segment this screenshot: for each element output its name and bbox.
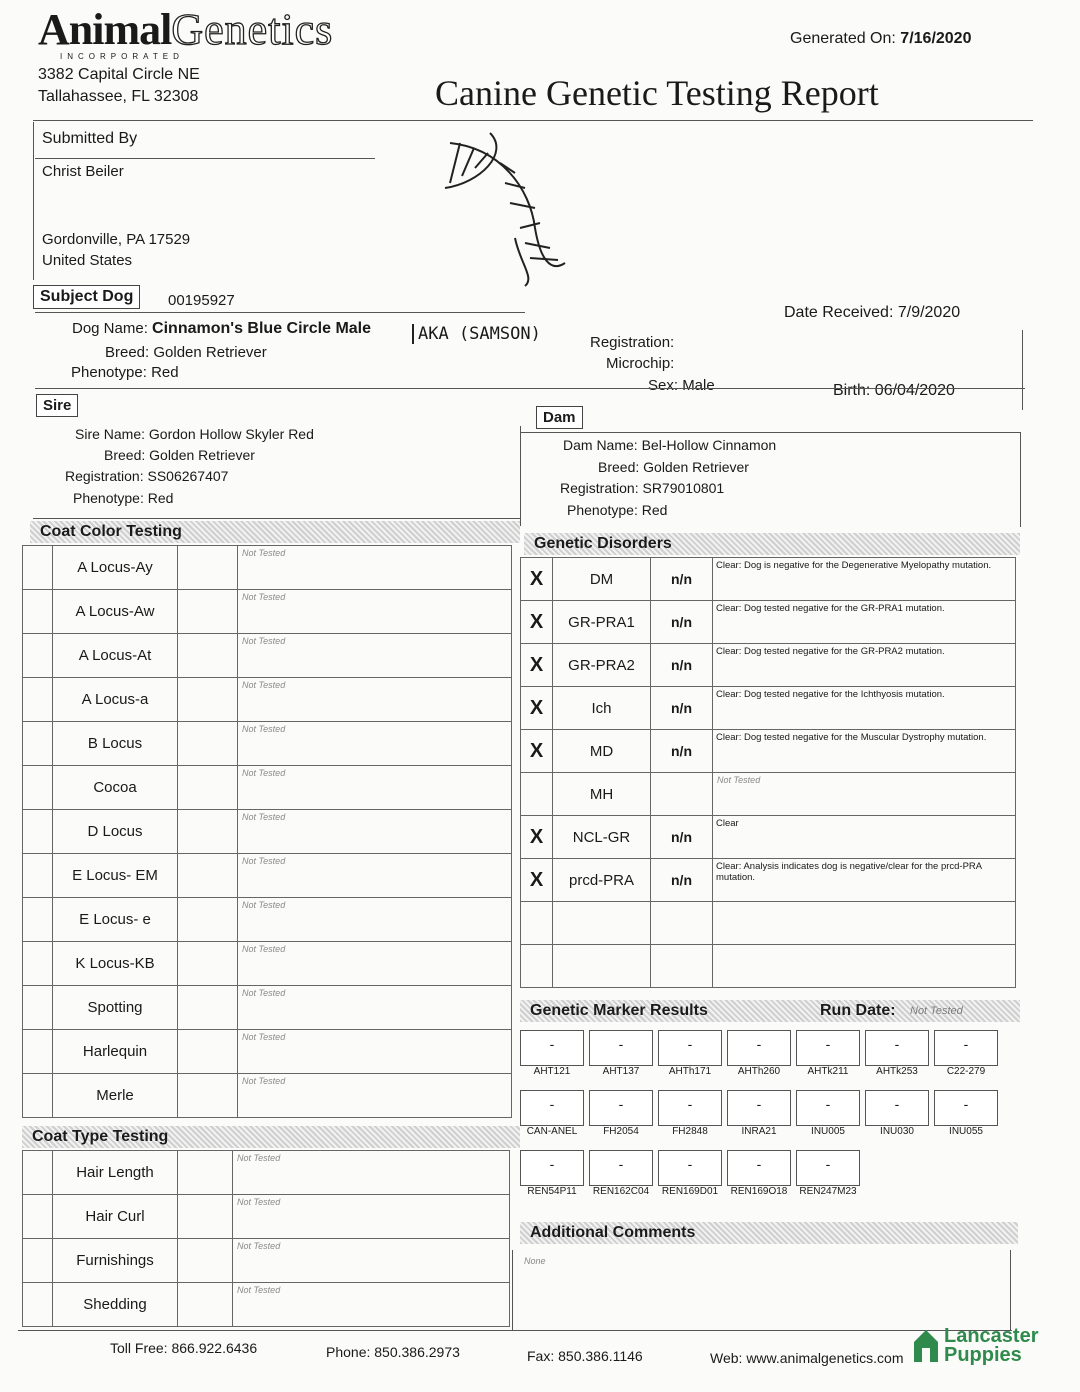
disorder-test-name: MH xyxy=(553,773,651,816)
sire-registration-row xyxy=(65,468,228,484)
table-row xyxy=(23,898,512,942)
marker-value: - xyxy=(589,1030,653,1066)
generated-date: 7/16/2020 xyxy=(900,30,972,47)
genetic-marker xyxy=(589,1030,653,1077)
company-name-part2: Genetics xyxy=(171,5,334,54)
tested-mark xyxy=(521,773,553,816)
dog-breed-label: Breed: xyxy=(105,344,150,361)
genetic-marker xyxy=(520,1030,584,1077)
marker-name: INRA21 xyxy=(741,1126,777,1137)
table-row xyxy=(23,546,512,590)
disorder-test-name: GR-PRA1 xyxy=(553,601,651,644)
birth-label: Birth: xyxy=(833,382,871,399)
table-row xyxy=(521,644,1016,687)
locus-name: A Locus-Ay xyxy=(53,546,178,590)
comments-box-left xyxy=(512,1250,513,1330)
footer-toll-free: Toll Free: 866.922.6436 xyxy=(110,1340,258,1356)
row-blank-cell xyxy=(23,546,53,590)
sex-label: Sex: xyxy=(648,377,679,394)
sire-breed-row xyxy=(104,447,255,463)
marker-name: AHTh171 xyxy=(668,1066,712,1077)
run-date-label: Run Date: xyxy=(820,1002,896,1019)
disorder-description: Clear: Analysis indicates dog is negative/clear for the prcd-PRA mutation. xyxy=(713,859,1016,902)
genetic-marker xyxy=(658,1030,722,1077)
watermark-line2: Puppies xyxy=(944,1344,1022,1366)
marker-value: - xyxy=(727,1150,791,1186)
dam-box-right xyxy=(1020,432,1021,527)
address-line1: 3382 Capital Circle NE xyxy=(38,66,200,83)
sire-divider xyxy=(33,518,520,519)
marker-name: AHT121 xyxy=(533,1066,571,1077)
disorder-result xyxy=(651,945,713,988)
sex-row xyxy=(648,377,715,394)
disorder-result: n/n xyxy=(651,730,713,773)
sire-phenotype-row xyxy=(73,490,173,506)
result-cell xyxy=(178,1151,233,1195)
marker-value: - xyxy=(589,1150,653,1186)
marker-name: AHTk211 xyxy=(807,1066,849,1077)
genetic-marker xyxy=(727,1090,791,1137)
result-cell xyxy=(178,942,238,986)
genetic-disorders-table xyxy=(520,557,1016,988)
result-cell xyxy=(178,986,238,1030)
locus-name: K Locus-KB xyxy=(53,942,178,986)
locus-name: A Locus-a xyxy=(53,678,178,722)
disorder-result: n/n xyxy=(651,816,713,859)
genetic-marker-grid xyxy=(520,1030,1010,1215)
test-status: Not Tested xyxy=(233,1195,510,1239)
locus-name: D Locus xyxy=(53,810,178,854)
test-status: Not Tested xyxy=(238,1030,512,1074)
test-status: Not Tested xyxy=(238,766,512,810)
marker-value: - xyxy=(796,1150,860,1186)
dam-name-label: Dam Name: xyxy=(563,437,638,453)
genetic-disorders-title: Genetic Disorders xyxy=(524,533,1020,555)
dam-registration-label: Registration: xyxy=(560,480,639,496)
test-status: Not Tested xyxy=(238,942,512,986)
table-row xyxy=(521,558,1016,601)
table-row xyxy=(521,601,1016,644)
registration-label: Registration: xyxy=(590,334,675,351)
locus-name: E Locus- EM xyxy=(53,854,178,898)
result-cell xyxy=(178,854,238,898)
dog-phenotype-label: Phenotype: xyxy=(71,364,147,381)
sire-name-row xyxy=(75,426,314,442)
table-row xyxy=(23,1030,512,1074)
company-logo xyxy=(38,4,333,55)
result-cell xyxy=(178,1074,238,1118)
table-row xyxy=(23,634,512,678)
row-blank-cell xyxy=(23,1283,53,1327)
tested-mark: X xyxy=(521,687,553,730)
genetic-marker xyxy=(934,1030,998,1077)
disorder-description: Clear: Dog is negative for the Degenerative Myelopathy mutation. xyxy=(713,558,1016,601)
disorder-test-name: Ich xyxy=(553,687,651,730)
result-cell xyxy=(178,1239,233,1283)
bottom-divider xyxy=(18,1330,1012,1331)
marker-value: - xyxy=(727,1030,791,1066)
watermark-line1: Lancaster xyxy=(944,1325,1039,1347)
dog-name-label: Dog Name: xyxy=(72,320,148,337)
run-date-value: Not Tested xyxy=(910,1005,963,1017)
locus-name: Shedding xyxy=(53,1283,178,1327)
disorder-result: n/n xyxy=(651,558,713,601)
marker-value: - xyxy=(865,1030,929,1066)
table-row xyxy=(521,687,1016,730)
table-row xyxy=(23,766,512,810)
genetic-marker xyxy=(589,1150,653,1197)
test-status: Not Tested xyxy=(233,1283,510,1327)
disorder-test-name: prcd-PRA xyxy=(553,859,651,902)
disorder-description xyxy=(713,902,1016,945)
table-row xyxy=(23,1283,510,1327)
sire-label: Sire xyxy=(36,394,78,417)
marker-value: - xyxy=(589,1090,653,1126)
locus-name: Hair Length xyxy=(53,1151,178,1195)
test-status: Not Tested xyxy=(238,1074,512,1118)
row-blank-cell xyxy=(23,898,53,942)
table-row xyxy=(23,722,512,766)
subject-divider-bottom xyxy=(35,388,1025,389)
row-blank-cell xyxy=(23,942,53,986)
handwritten-aka: AKA (SAMSON) xyxy=(412,324,541,344)
genetic-markers-title xyxy=(520,1000,1020,1022)
report-title: Canine Genetic Testing Report xyxy=(435,73,879,113)
date-received-value: 7/9/2020 xyxy=(897,304,961,321)
dam-label: Dam xyxy=(536,406,583,429)
subject-divider-top xyxy=(35,312,525,313)
marker-name: AHTk253 xyxy=(876,1066,918,1077)
marker-name: INU005 xyxy=(811,1126,845,1137)
locus-name: A Locus-Aw xyxy=(53,590,178,634)
dam-name-value: Bel-Hollow Cinnamon xyxy=(641,437,777,453)
disorder-test-name: NCL-GR xyxy=(553,816,651,859)
header-divider xyxy=(33,120,1033,121)
test-status: Not Tested xyxy=(238,634,512,678)
disorder-result: n/n xyxy=(651,644,713,687)
submitter-city: Gordonville, PA 17529 xyxy=(42,231,191,248)
row-blank-cell xyxy=(23,1195,53,1239)
locus-name: Spotting xyxy=(53,986,178,1030)
genetic-marker xyxy=(520,1150,584,1197)
marker-name: REN169O18 xyxy=(730,1186,788,1197)
disorder-test-name: DM xyxy=(553,558,651,601)
table-row xyxy=(521,816,1016,859)
subject-dog-id: 00195927 xyxy=(168,292,235,309)
test-status: Not Tested xyxy=(238,810,512,854)
locus-name: Cocoa xyxy=(53,766,178,810)
dam-breed-row xyxy=(598,459,749,475)
generated-label: Generated On: xyxy=(790,30,896,47)
company-name-part1: Animal xyxy=(38,5,172,54)
dam-box-left xyxy=(520,426,521,526)
dam-name-row xyxy=(563,437,776,453)
disorder-test-name xyxy=(553,902,651,945)
test-status: Not Tested xyxy=(238,722,512,766)
coat-color-table xyxy=(22,545,512,1118)
address-line2: Tallahassee, FL 32308 xyxy=(38,88,199,105)
table-row xyxy=(521,730,1016,773)
marker-value: - xyxy=(865,1090,929,1126)
tested-mark: X xyxy=(521,730,553,773)
table-row xyxy=(23,678,512,722)
locus-name: A Locus-At xyxy=(53,634,178,678)
row-blank-cell xyxy=(23,766,53,810)
coat-color-title: Coat Color Testing xyxy=(30,521,520,543)
genetic-marker xyxy=(727,1030,791,1077)
genetic-markers-title-text: Genetic Marker Results xyxy=(530,1002,708,1019)
test-status: Not Tested xyxy=(233,1151,510,1195)
marker-name: REN54P11 xyxy=(527,1186,577,1197)
tested-mark xyxy=(521,945,553,988)
sire-registration-value: SS06267407 xyxy=(147,468,229,484)
locus-name: Merle xyxy=(53,1074,178,1118)
additional-comments-title: Additional Comments xyxy=(520,1222,1018,1244)
disorder-result: n/n xyxy=(651,601,713,644)
table-row xyxy=(23,1239,510,1283)
marker-name: CAN-ANEL xyxy=(526,1126,578,1137)
date-received-label: Date Received: xyxy=(784,304,894,321)
table-row xyxy=(23,1195,510,1239)
locus-name: Harlequin xyxy=(53,1030,178,1074)
additional-comments-text: None xyxy=(524,1256,546,1266)
test-status: Not Tested xyxy=(238,986,512,1030)
marker-name: INU055 xyxy=(949,1126,983,1137)
marker-value: - xyxy=(658,1030,722,1066)
footer-web: Web: www.animalgenetics.com xyxy=(710,1350,904,1366)
marker-name: FH2848 xyxy=(672,1126,708,1137)
marker-value: - xyxy=(727,1090,791,1126)
result-cell xyxy=(178,1195,233,1239)
row-blank-cell xyxy=(23,678,53,722)
marker-value: - xyxy=(934,1090,998,1126)
dam-phenotype-row xyxy=(567,502,667,518)
dam-breed-value: Golden Retriever xyxy=(643,459,749,475)
disorder-description: Clear: Dog tested negative for the Muscular Dystrophy mutation. xyxy=(713,730,1016,773)
coat-type-title: Coat Type Testing xyxy=(22,1126,520,1148)
marker-value: - xyxy=(520,1030,584,1066)
test-status: Not Tested xyxy=(233,1239,510,1283)
dam-phenotype-label: Phenotype: xyxy=(567,502,638,518)
sire-name-label: Sire Name: xyxy=(75,426,146,442)
tested-mark xyxy=(521,902,553,945)
dna-helix-icon xyxy=(440,128,570,288)
disorder-result: n/n xyxy=(651,859,713,902)
test-status: Not Tested xyxy=(238,898,512,942)
genetic-marker xyxy=(658,1150,722,1197)
footer-phone: Phone: 850.386.2973 xyxy=(326,1344,460,1360)
disorder-description: Clear xyxy=(713,816,1016,859)
result-cell xyxy=(178,810,238,854)
sire-breed-value: Golden Retriever xyxy=(149,447,255,463)
sire-registration-label: Registration: xyxy=(65,468,144,484)
row-blank-cell xyxy=(23,1074,53,1118)
marker-value: - xyxy=(796,1030,860,1066)
row-blank-cell xyxy=(23,722,53,766)
dog-breed-value: Golden Retriever xyxy=(153,344,267,361)
table-row xyxy=(521,773,1016,816)
genetic-marker xyxy=(796,1150,860,1197)
row-blank-cell xyxy=(23,1151,53,1195)
submitter-country: United States xyxy=(42,252,133,269)
test-status: Not Tested xyxy=(238,854,512,898)
date-received xyxy=(784,304,960,322)
sex-value: Male xyxy=(682,377,715,394)
row-blank-cell xyxy=(23,1239,53,1283)
marker-name: REN247M23 xyxy=(799,1186,857,1197)
disorder-description: Clear: Dog tested negative for the Ichthyosis mutation. xyxy=(713,687,1016,730)
row-blank-cell xyxy=(23,810,53,854)
row-blank-cell xyxy=(23,634,53,678)
incorporated-label: INCORPORATED xyxy=(60,52,184,61)
row-blank-cell xyxy=(23,1030,53,1074)
test-status: Not Tested xyxy=(238,590,512,634)
test-status: Not Tested xyxy=(238,678,512,722)
disorder-description: Not Tested xyxy=(713,773,1016,816)
row-blank-cell xyxy=(23,854,53,898)
submitted-by-label: Submitted By xyxy=(42,130,138,147)
locus-name: Furnishings xyxy=(53,1239,178,1283)
genetic-marker xyxy=(520,1090,584,1137)
row-blank-cell xyxy=(23,590,53,634)
marker-value: - xyxy=(520,1150,584,1186)
sire-breed-label: Breed: xyxy=(104,447,146,463)
dam-phenotype-value: Red xyxy=(641,502,668,518)
marker-name: C22-279 xyxy=(946,1066,986,1077)
disorder-test-name: MD xyxy=(553,730,651,773)
marker-name: REN169D01 xyxy=(661,1186,719,1197)
result-cell xyxy=(178,634,238,678)
disorder-test-name xyxy=(553,945,651,988)
disorder-description: Clear: Dog tested negative for the GR-PRA1 mutation. xyxy=(713,601,1016,644)
result-cell xyxy=(178,590,238,634)
result-cell xyxy=(178,1030,238,1074)
marker-value: - xyxy=(658,1090,722,1126)
table-row xyxy=(23,810,512,854)
generated-on xyxy=(790,30,971,48)
coat-type-table xyxy=(22,1150,510,1327)
genetic-marker xyxy=(796,1090,860,1137)
sire-phenotype-label: Phenotype: xyxy=(73,490,144,506)
genetic-marker xyxy=(658,1090,722,1137)
result-cell xyxy=(178,678,238,722)
result-cell xyxy=(178,898,238,942)
genetic-marker xyxy=(796,1030,860,1077)
dog-name-row xyxy=(72,320,371,338)
disorder-result xyxy=(651,902,713,945)
subject-box-right xyxy=(1022,330,1023,410)
marker-name: REN162C04 xyxy=(592,1186,650,1197)
genetic-marker xyxy=(934,1090,998,1137)
table-row xyxy=(23,942,512,986)
disorder-description xyxy=(713,945,1016,988)
marker-name: FH2054 xyxy=(603,1126,639,1137)
marker-value: - xyxy=(658,1150,722,1186)
subject-dog-label: Subject Dog xyxy=(33,285,140,309)
dog-name-value: Cinnamon's Blue Circle Male xyxy=(152,320,372,337)
result-cell xyxy=(178,766,238,810)
marker-value: - xyxy=(934,1030,998,1066)
dog-breed-row xyxy=(105,344,267,361)
tested-mark: X xyxy=(521,816,553,859)
sire-name-value: Gordon Hollow Skyler Red xyxy=(148,426,314,442)
table-row xyxy=(521,902,1016,945)
table-row xyxy=(23,1151,510,1195)
birth-value: 06/04/2020 xyxy=(874,382,955,399)
microchip-label: Microchip: xyxy=(606,355,675,372)
disorder-result: n/n xyxy=(651,687,713,730)
tested-mark: X xyxy=(521,644,553,687)
disorder-result xyxy=(651,773,713,816)
dam-divider-top xyxy=(520,432,1020,433)
genetic-marker xyxy=(727,1150,791,1197)
locus-name: Hair Curl xyxy=(53,1195,178,1239)
table-row xyxy=(23,1074,512,1118)
table-row xyxy=(23,590,512,634)
sire-phenotype-value: Red xyxy=(147,490,174,506)
marker-name: AHTh260 xyxy=(737,1066,781,1077)
dam-registration-row xyxy=(560,480,724,496)
marker-name: AHT137 xyxy=(602,1066,640,1077)
marker-value: - xyxy=(520,1090,584,1126)
dog-phenotype-row xyxy=(71,364,179,381)
dam-breed-label: Breed: xyxy=(598,459,640,475)
footer-fax: Fax: 850.386.1146 xyxy=(527,1348,643,1364)
marker-value: - xyxy=(796,1090,860,1126)
test-status: Not Tested xyxy=(238,546,512,590)
tested-mark: X xyxy=(521,601,553,644)
result-cell xyxy=(178,722,238,766)
locus-name: B Locus xyxy=(53,722,178,766)
submitted-divider xyxy=(35,158,375,159)
disorder-test-name: GR-PRA2 xyxy=(553,644,651,687)
table-row xyxy=(23,854,512,898)
result-cell xyxy=(178,546,238,590)
tested-mark: X xyxy=(521,859,553,902)
genetic-marker xyxy=(865,1090,929,1137)
dog-phenotype-value: Red xyxy=(151,364,179,381)
locus-name: E Locus- e xyxy=(53,898,178,942)
submitted-box-left xyxy=(33,122,34,280)
disorder-description: Clear: Dog tested negative for the GR-PRA2 mutation. xyxy=(713,644,1016,687)
table-row xyxy=(521,859,1016,902)
birth-row xyxy=(833,382,955,400)
tested-mark: X xyxy=(521,558,553,601)
comments-box-right xyxy=(1010,1250,1011,1330)
result-cell xyxy=(178,1283,233,1327)
table-row xyxy=(521,945,1016,988)
dam-registration-value: SR79010801 xyxy=(642,480,725,496)
row-blank-cell xyxy=(23,986,53,1030)
marker-name: INU030 xyxy=(880,1126,914,1137)
genetic-marker xyxy=(865,1030,929,1077)
genetic-marker xyxy=(589,1090,653,1137)
table-row xyxy=(23,986,512,1030)
house-icon xyxy=(912,1328,940,1364)
submitter-name: Christ Beiler xyxy=(42,163,124,180)
company-address xyxy=(38,64,200,108)
